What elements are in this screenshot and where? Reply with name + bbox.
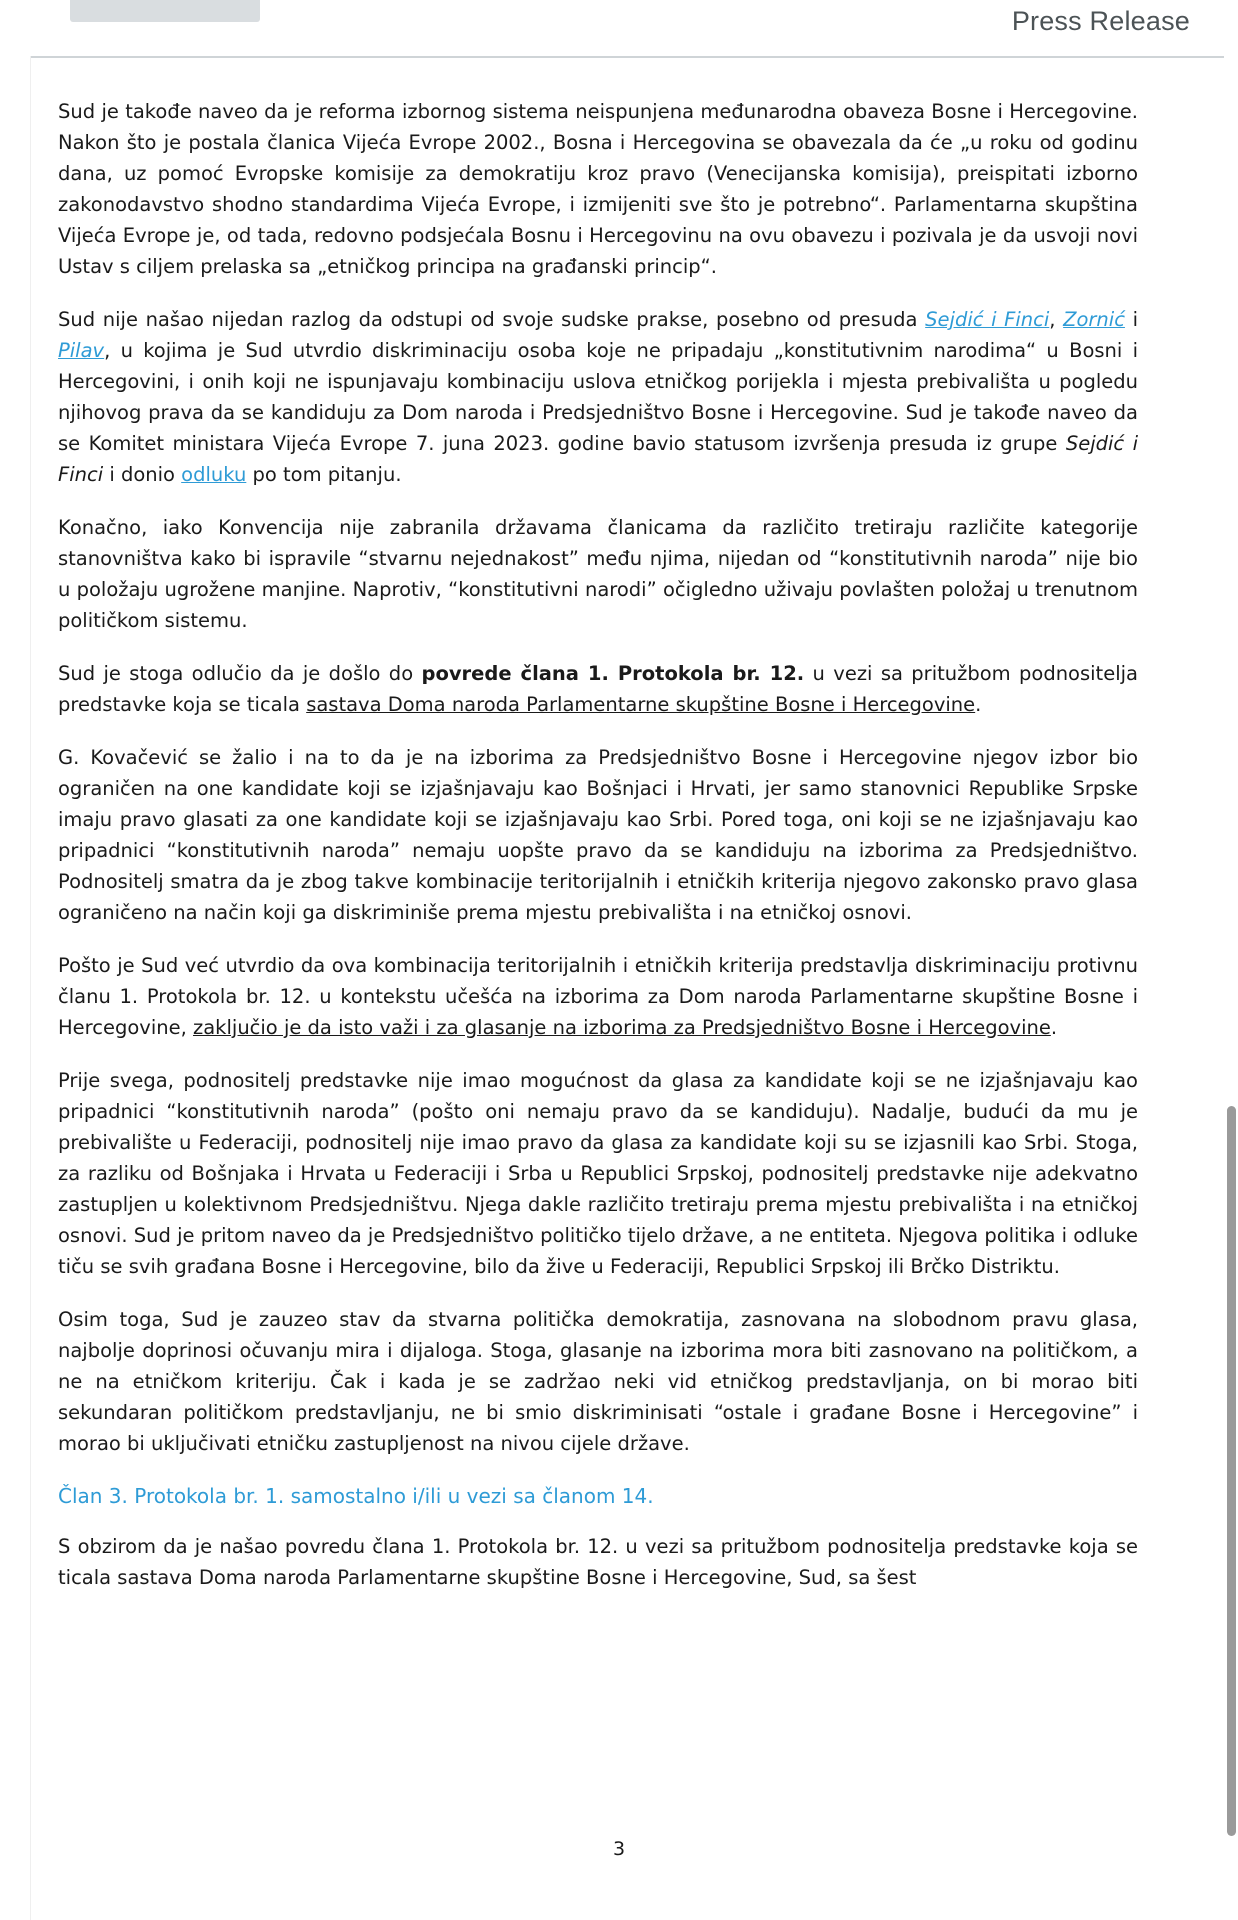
vertical-scrollbar[interactable] — [1224, 56, 1238, 1920]
body-text: . — [1050, 1016, 1058, 1039]
body-text: S obzirom da je našao povredu člana 1. Protokola br. 12. u vezi sa pritužbom podnositelja predstavke koja se ticala sastava Doma naroda Parlamentarne skupštine Bosne i Hercegovine, Sud, sa šest — [58, 1535, 1138, 1589]
document-body — [58, 96, 1138, 1593]
inline-link[interactable]: odluku — [181, 463, 247, 486]
organisation-logo — [70, 0, 260, 22]
paragraph — [58, 658, 1138, 720]
header-title: Press Release — [1011, 6, 1190, 36]
inline-case-link[interactable]: Zornić — [1063, 308, 1125, 331]
body-text: Sud je stoga odlučio da je došlo do — [58, 662, 422, 685]
body-text: Sud je takođe naveo da je reforma izbornog sistema neispunjena međunarodna obaveza Bosne i Hercegovine. Nakon što je postala članica Vijeća Evrope 2002., Bosna i Hercegovina se obavezala da će „u roku od godinu dana, uz pomoć Evropske komisije za demokratiju kroz pravo (Venecijanska komisija), preispitati izborno zakonodavstvo shodno standardima Vijeća Evrope, i izmijeniti sve što je potrebno“. Parlamentarna skupština Vijeća Evrope je, od tada, redovno podsjećala Bosnu i Hercegovinu na ovu obavezu i pozivala je da usvoji novi Ustav s ciljem prelaska sa „etničkog principa na građanski princip“. — [58, 100, 1138, 278]
underlined-text: sastava Doma naroda Parlamentarne skupštine Bosne i Hercegovine — [306, 693, 976, 716]
page-number: 3 — [612, 1838, 626, 1860]
inline-case-link[interactable]: Sejdić i Finci — [925, 308, 1050, 331]
paragraph — [58, 1531, 1138, 1593]
header-divider — [0, 56, 1238, 58]
underlined-text: zaključio je da isto važi i za glasanje na izborima za Predsjedništvo Bosne i Hercegovine — [193, 1016, 1051, 1039]
page-header — [0, 0, 1238, 62]
body-text: Prije svega, podnositelj predstavke nije imao mogućnost da glasa za kandidate koji se ne izjašnjavaju kao pripadnici “konstitutivnih naroda” (pošto oni nemaju pravo da se kandiduju). Nadalje, budući da mu je prebivalište u Federaciji, podnositelj nije imao pravo da glasa za kandidate koji su se izjasnili kao Srbi. Stoga, za razliku od Bošnjaka i Hrvata u Federaciji i Srba u Republici Srpskoj, podnositelj predstavke nije adekvatno zastupljen u kolektivnom Predsjedništvu. Njega dakle različito tretiraju prema mjestu prebivališta i na etničkoj osnovi. Sud je pritom naveo da je Predsjedništvo političko tijelo države, a ne entiteta. Njegova politika i odluke tiču se svih građana Bosne i Hercegovine, bilo da žive u Federaciji, Republici Srpskoj ili Brčko Distriktu. — [58, 1069, 1138, 1278]
paragraph — [58, 512, 1138, 636]
body-text: Sud nije našao nijedan razlog da odstupi od svoje sudske prakse, posebno od presuda — [58, 308, 926, 331]
paragraph — [58, 304, 1138, 490]
body-text: , — [1049, 308, 1064, 331]
paragraph — [58, 96, 1138, 282]
body-text: po tom pitanju. — [246, 463, 402, 486]
section-heading: Član 3. Protokola br. 1. samostalno i/ili u vezi sa članom 14. — [58, 1484, 654, 1508]
page-left-edge — [0, 56, 31, 1920]
body-text: u vezi sa pritužbom podnositelja predstavke koja se ticala — [58, 662, 1138, 716]
body-text: . — [975, 693, 982, 716]
bold-text: povrede člana 1. Protokola br. 12. — [421, 662, 805, 685]
body-text: Pošto je Sud već utvrdio da ova kombinacija teritorijalnih i etničkih kriterija predstavlja diskriminaciju protivnu članu 1. Protokola br. 12. u kontekstu učešća na izborima za Dom naroda Parlamentarne skupštine Bosne i Hercegovine, — [58, 954, 1138, 1039]
scrollbar-thumb[interactable] — [1227, 1106, 1236, 1836]
body-text: i — [1124, 308, 1138, 331]
paragraph — [58, 742, 1138, 928]
body-text: , u kojima je Sud utvrdio diskriminaciju osoba koje ne pripadaju „konstitutivnim narodima“ u Bosni i Hercegovini, i onih koji ne ispunjavaju kombinaciju uslova etničkog porijekla i mjesta prebivališta u pogledu njihovog prava da se kandiduju za Dom naroda i Predsjedništvo Bosne i Hercegovine. Sud je takođe naveo da se Komitet ministara Vijeća Evrope 7. juna 2023. godine bavio statusom izvršenja presuda iz grupe — [58, 339, 1138, 455]
paragraph — [58, 950, 1138, 1043]
body-text: Osim toga, Sud je zauzeo stav da stvarna politička demokratija, zasnovana na slobodnom pravu glasa, najbolje doprinosi očuvanju mira i dijaloga. Stoga, glasanje na izborima mora biti zasnovano na političkom, a ne na etničkom kriteriju. Čak i kada je se zadržao neki vid etničkog predstavljanja, on bi morao biti sekundaran političkom predstavljanju, ne bi smio diskriminisati “ostale i građane Bosne i Hercegovine” i morao bi uključivati etničku zastupljenost na nivou cijele države. — [58, 1308, 1138, 1455]
body-text: i donio — [103, 463, 182, 486]
paragraph — [58, 1304, 1138, 1459]
inline-case-link[interactable]: Pilav — [58, 339, 105, 362]
body-text: Konačno, iako Konvencija nije zabranila državama članicama da različito tretiraju različite kategorije stanovništva kako bi ispravile “stvarnu nejednakost” među njima, nijedan od “konstitutivnih naroda” nije bio u položaju ugrožene manjine. Naprotiv, “konstitutivni narodi” očigledno uživaju povlašten položaj u trenutnom političkom sistemu. — [58, 516, 1138, 632]
paragraph — [58, 1065, 1138, 1282]
italic-text: Sejdić i Finci — [58, 432, 1138, 486]
body-text: G. Kovačević se žalio i na to da je na izborima za Predsjedništvo Bosne i Hercegovine njegov izbor bio ograničen na one kandidate koji se izjašnjavaju kao Bošnjaci i Hrvati, jer samo stanovnici Republike Srpske imaju pravo glasati za one kandidate koji se izjašnjavaju kao Srbi. Pored toga, oni koji se ne izjašnjavaju kao pripadnici “konstitutivnih naroda” nemaju uopšte pravo da se kandiduju na izborima za Predsjedništvo. Podnositelj smatra da je zbog takve kombinacije teritorijalnih i etničkih kriterija njegovo zakonsko pravo glasa ograničeno na način koji ga diskriminiše prema mjestu prebivališta i na etničkoj osnovi. — [58, 746, 1138, 924]
